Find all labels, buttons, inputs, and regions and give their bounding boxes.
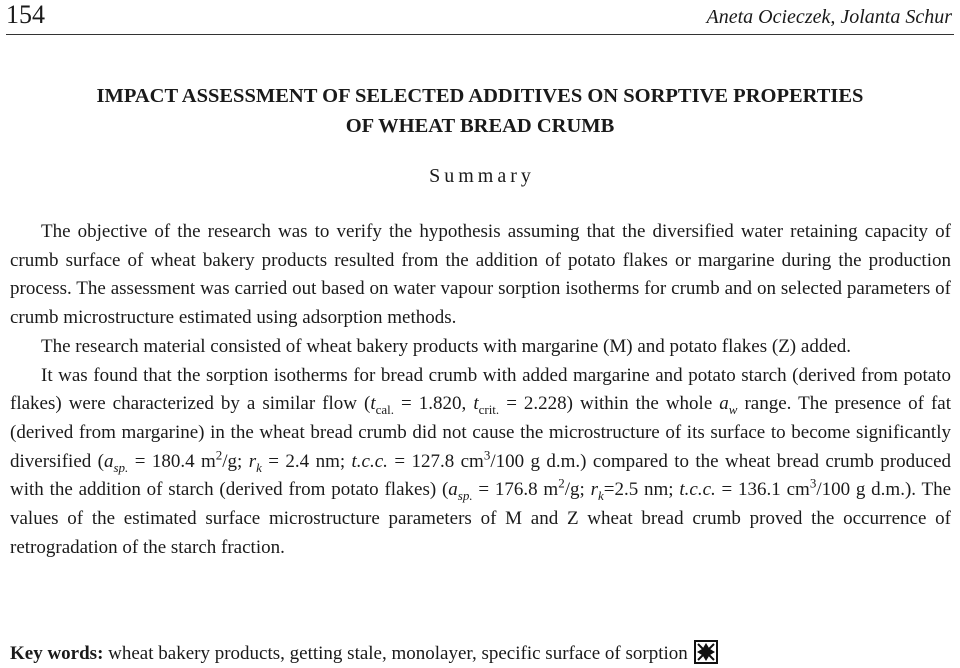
abstract-paragraph-2: The research material consisted of wheat bakery products with margarine (M) and potato flakes (Z) added. xyxy=(41,335,852,357)
header-rule xyxy=(6,34,954,35)
r-symbol: r xyxy=(590,479,598,501)
title-line-2: OF WHEAT BREAD CRUMB xyxy=(345,115,615,137)
text-span: = 136.1 cm xyxy=(715,479,810,501)
subscript-sp: sp. xyxy=(457,488,473,504)
text-span: =2.5 nm; xyxy=(603,479,680,501)
keywords-line xyxy=(10,640,718,668)
text-span: = 180.4 m xyxy=(128,450,216,472)
abstract-paragraph-3 xyxy=(10,362,951,563)
running-header-authors: Aneta Ocieczek, Jolanta Schur xyxy=(706,6,952,28)
end-mark-icon xyxy=(694,640,718,664)
tcc-symbol: t.c.c. xyxy=(351,450,388,472)
t-symbol: t xyxy=(370,393,376,415)
a-symbol: a xyxy=(448,479,458,501)
r-symbol: r xyxy=(248,450,257,472)
subscript-w: w xyxy=(728,402,738,418)
text-span: = 2.4 nm; xyxy=(261,450,352,472)
page-number: 154 xyxy=(6,0,45,29)
superscript-2: 2 xyxy=(558,476,565,491)
superscript-3: 3 xyxy=(809,476,817,491)
text-span: = 127.8 cm xyxy=(387,450,484,472)
summary-heading: Summary xyxy=(429,165,535,187)
text-span: range. The presence of fat (derived from margarine) in the wheat bread crumb did not cause the microstructure of its surface to become significantly diversified ( xyxy=(10,393,952,472)
a-symbol: a xyxy=(103,450,114,472)
subscript-cal: cal. xyxy=(375,402,395,418)
tcc-symbol: t.c.c. xyxy=(679,479,716,501)
subscript-crit: crit. xyxy=(478,402,500,418)
superscript-2: 2 xyxy=(215,447,223,463)
paper-title xyxy=(0,81,960,141)
text-span: /g; xyxy=(222,450,249,472)
text-span: = 2.228) within the whole xyxy=(499,393,720,415)
text-span: /100 g d.m.) compared to the wheat bread crumb produced with the addition of starch (derived from potato flakes) ( xyxy=(10,450,952,501)
t-symbol: t xyxy=(473,393,479,415)
keywords-text: wheat bakery products, getting stale, monolayer, specific surface of sorption xyxy=(103,643,688,664)
subscript-k: k xyxy=(597,488,604,504)
text-span: /100 g d.m.). The values of the estimated surface microstructure parameters of M and Z wheat bread crumb proved the occurrence of retrogradation of the starch fraction. xyxy=(10,479,952,558)
abstract-paragraph-1: The objective of the research was to verify the hypothesis assuming that the diversified water retaining capacity of crumb surface of wheat bakery products resulted from the addition of potato flakes or margarine during the production process. The assessment was carried out based on water vapour sorption isotherms for crumb and on selected parameters of crumb microstructure estimated using adsorption methods. xyxy=(10,221,951,329)
superscript-3: 3 xyxy=(483,447,491,463)
subscript-k: k xyxy=(256,459,262,475)
text-span: = 176.8 m xyxy=(472,479,559,501)
a-symbol: a xyxy=(719,393,729,415)
abstract-body xyxy=(10,218,951,562)
subscript-sp: sp. xyxy=(113,459,129,475)
text-span: /g; xyxy=(564,479,591,501)
text-span: = 1.820, xyxy=(394,393,474,415)
keywords-label: Key words: xyxy=(10,643,104,664)
title-line-1: IMPACT ASSESSMENT OF SELECTED ADDITIVES ON SORPTIVE PROPERTIES xyxy=(96,85,864,107)
text-span: It was found that the sorption isotherms for bread crumb with added margarine and potato starch (derived from potato flakes) were characterized by a similar flow ( xyxy=(10,364,951,415)
